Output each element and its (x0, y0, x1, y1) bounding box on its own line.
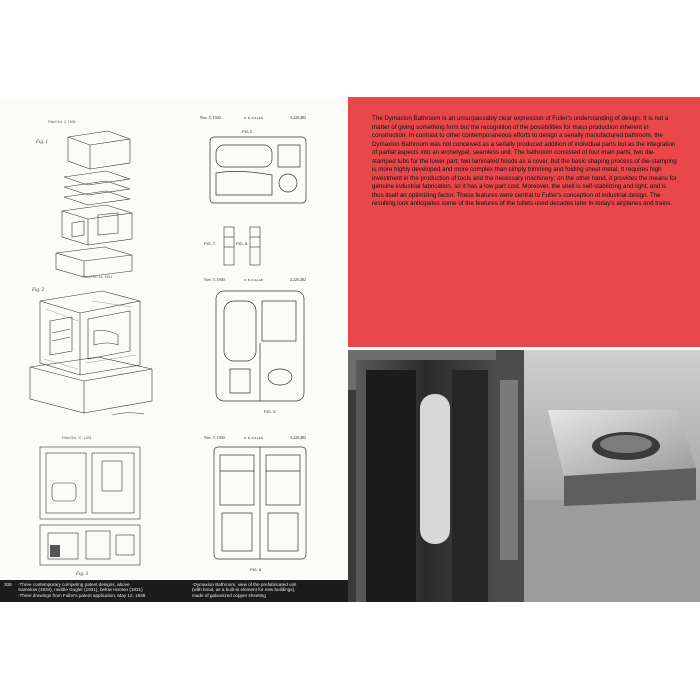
fig-label: FIG. 6. (250, 567, 263, 572)
patent-header: Filed Oct. 2, 1934 (48, 120, 76, 124)
page-number: 208 (4, 582, 12, 587)
left-page (0, 97, 348, 602)
svg-text:2,220,482: 2,220,482 (290, 277, 306, 282)
fig-label: FIG. 3. (264, 409, 277, 414)
dymaxion-bathroom-photos (348, 350, 700, 602)
patent-header: Filed Feb. 14, 1931 (82, 275, 113, 279)
svg-text:Nov. 5, 1940.: Nov. 5, 1940. (204, 277, 226, 282)
svg-text:2,220,482: 2,220,482 (290, 115, 306, 120)
svg-text:R. B. FULLER: R. B. FULLER (244, 116, 264, 120)
patent-drawing-gugler (22, 271, 162, 421)
book-spread (0, 97, 700, 602)
caption-right: ·Dymaxion Bathroom, view of the prefabricated unit (with hood, as a built-in element for new buildings), made of galvanized copper sheeting (192, 582, 297, 598)
svg-text:R. B. FULLER: R. B. FULLER (244, 278, 264, 282)
fig-label: FIG. 8. (236, 241, 249, 246)
patent-header: Filed Oct. 17, 1931 (62, 436, 92, 440)
svg-text:Nov. 5, 1940.: Nov. 5, 1940. (200, 115, 222, 120)
fig-label: FIG. 7. (204, 241, 217, 246)
fuller-patent-fig3 (200, 273, 320, 423)
patent-detail (50, 545, 60, 557)
signature (112, 413, 144, 415)
caption-left: ·Three contemporary competing patent designs, above Sametow (1934), middle Gugler (1931), below Hooten (1931) ·Three drawings from Fuller's patent application, May 12, 1938 (18, 582, 146, 598)
svg-text:2,220,482: 2,220,482 (290, 435, 306, 440)
fig-label: Fig. 1 (36, 140, 48, 145)
right-page (348, 97, 700, 602)
body-text: The Dymaxion Bathroom is an unsurpassably clear expression of Fuller's understanding of design. It is not a matter of giving something form but the recognition of the possibilities for mass production inherent in construction. In contrast to other contemporaneous efforts to design a serially manufactured bathroom, the Dymaxion Bathroom was not conceived as a serially produced addition of individual parts but as the integration of partial aspects into an archetypal, seamless unit. The bathroom consisted of four main parts, two die-stamped tubs for the lower part, two laminated hoods as a cover, but the basic shaping process of die-stamping is more highly developed and more complex than simply trimming and folding sheet metal. It requires high investment in the production of tools and the necessary machinery; on the other hand, it provides the means for genuine industrial fabrication, so it has a low part cost. Moreover, the shell is self-stabilizing and light, and is thus itself an optimizing factor. These features were central to Fuller's conception of industrial design. The resulting look anticipates some of the features of the toilets used decades later in today's airplanes and trains. (372, 115, 677, 208)
red-text-panel (348, 97, 700, 347)
svg-text:Nov. 5, 1940.: Nov. 5, 1940. (204, 435, 226, 440)
fuller-patent-fig2 (200, 111, 320, 273)
svg-text:R. B. FULLER: R. B. FULLER (244, 436, 264, 440)
fig-label: FIG 2. (242, 129, 254, 134)
patent-drawing-sametow (28, 115, 158, 283)
fig-label: Fig. 2 (32, 288, 44, 293)
left-caption-bar (0, 580, 348, 602)
fig-label: Fig. 3 (76, 572, 88, 577)
fuller-patent-fig6 (200, 431, 320, 581)
patent-drawing-hooten (32, 433, 152, 583)
